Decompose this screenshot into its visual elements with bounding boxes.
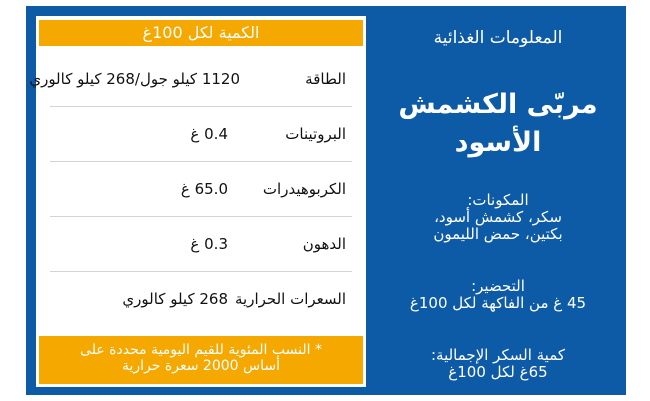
fact-value: 1120 كيلو جول/268 كيلو كالوري (29, 70, 240, 88)
total-sugar-block (380, 347, 616, 381)
fact-label: الطاقة (305, 70, 346, 88)
fact-row-carbohydrates (50, 162, 352, 217)
fact-row-energy (29, 52, 352, 107)
fact-value: 65.0 غ (180, 180, 228, 198)
preparation-block (380, 278, 616, 312)
fact-value: 268 كيلو كالوري (122, 290, 228, 308)
fact-row-calories (50, 272, 352, 326)
nutrition-facts-panel (29, 16, 366, 387)
ingredients-block (380, 192, 616, 243)
fact-label: الدهون (302, 235, 346, 253)
ingredients-line-2: بكتين، حمض الليمون (433, 225, 563, 243)
fact-label: الكربوهيدرات (262, 180, 346, 198)
fact-value: 0.3 غ (190, 235, 228, 253)
preparation-title: التحضير: (471, 277, 525, 295)
nutrition-label-card (26, 6, 626, 395)
footnote-line-1: * النسب المئوية للقيم اليومية محددة على (80, 342, 322, 358)
product-name (380, 86, 616, 162)
ingredients-title: المكونات: (467, 191, 529, 209)
product-name-line-1: مربّى الكشمش (398, 89, 598, 120)
nutrition-info-heading: المعلومات الغذائية (433, 28, 563, 48)
fact-row-protein (50, 107, 352, 162)
footnote-line-2: أساس 2000 سعرة حرارية (122, 358, 280, 374)
product-info-panel (370, 6, 626, 395)
total-sugar-value: 65غ لكل 100غ (448, 363, 548, 381)
daily-value-footnote (39, 336, 363, 384)
preparation-value: 45 غ من الفاكهة لكل 100غ (409, 294, 587, 312)
product-name-line-2: الأسود (454, 127, 542, 158)
ingredients-line-1: سكر، كشمش أسود، (434, 208, 562, 226)
fact-value: 0.4 غ (190, 125, 228, 143)
facts-header-band: الكمية لكل 100غ (39, 20, 363, 46)
fact-row-fat (50, 217, 352, 272)
fact-label: السعرات الحرارية (234, 290, 346, 308)
total-sugar-title: كمية السكر الإجمالية: (430, 346, 566, 364)
fact-label: البروتينات (285, 125, 346, 143)
